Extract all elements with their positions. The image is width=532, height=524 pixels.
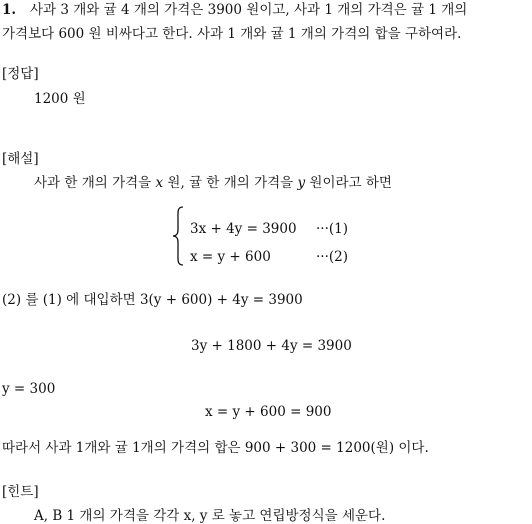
hint-text: A, B 1 개의 가격을 각각 x, y 로 놓고 연립방정식을 세운다.: [34, 508, 386, 524]
conclusion-line: 따라서 사과 1개와 귤 1개의 가격의 합은 900 + 300 = 1200(원) 이다.: [2, 440, 429, 456]
problem-line-2: 가격보다 600 원 비싸다고 한다. 사과 1 개와 귤 1 개의 가격의 합을 구하여라.: [2, 26, 462, 42]
answer-value: 1200 원: [34, 91, 86, 107]
equation-1: 3x + 4y = 3900: [190, 221, 297, 237]
substitution-line: (2) 를 (1) 에 대입하면 3(y + 600) + 4y = 3900: [2, 292, 303, 308]
intro-text-b: 원, 귤 한 개의 가격을: [163, 175, 298, 191]
x-result: x = y + 600 = 900: [205, 404, 332, 420]
equation-2-tag: ···(2): [316, 249, 348, 265]
intro-var-y: y: [297, 175, 306, 191]
system-brace-icon: [172, 206, 184, 266]
hint-label: [힌트]: [2, 484, 39, 500]
intro-var-x: x: [155, 175, 164, 191]
equation-3: 3y + 1800 + 4y = 3900: [191, 338, 352, 354]
problem-number: 1.: [2, 2, 17, 18]
problem-line-1: 사과 3 개와 귤 4 개의 가격은 3900 원이고, 사과 1 개의 가격은 귤 1 개의: [30, 2, 468, 18]
y-result: y = 300: [2, 381, 56, 397]
answer-label: [정답]: [2, 66, 39, 82]
explanation-label: [해설]: [2, 151, 39, 167]
intro-text-a: 사과 한 개의 가격을: [34, 175, 156, 191]
equation-2: x = y + 600: [190, 249, 271, 265]
equation-1-tag: ···(1): [316, 221, 348, 237]
explanation-intro: [34, 177, 392, 191]
intro-text-c: 원이라고 하면: [305, 175, 392, 191]
